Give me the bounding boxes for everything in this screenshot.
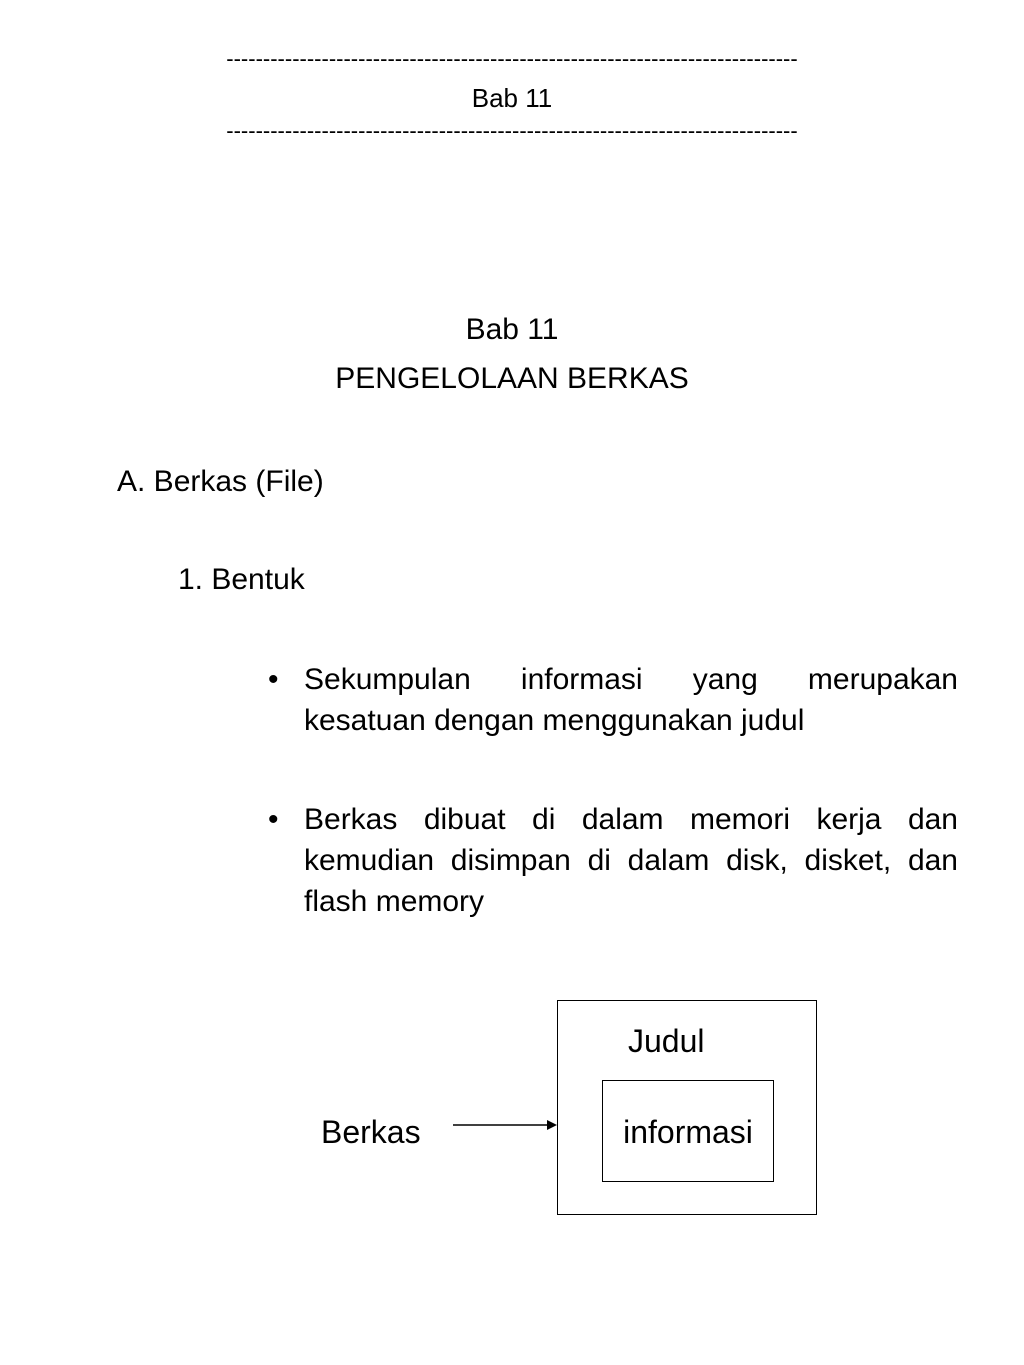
pointer-label: Berkas (321, 1114, 421, 1150)
section-heading: A. Berkas (File) (117, 465, 324, 498)
header-top-dashes: ------------------------------------------------------------------------------ (226, 48, 798, 70)
box-content-label: informasi (623, 1114, 753, 1150)
chapter-number: Bab 11 (465, 313, 559, 346)
arrow-right-icon (453, 1115, 561, 1135)
bullet-text: Sekumpulan informasi yang merupakan kesatuan dengan menggunakan judul (304, 663, 958, 737)
chapter-title: PENGELOLAAN BERKAS (335, 362, 689, 395)
subsection-heading: 1. Bentuk (178, 563, 305, 596)
bullet-dot-icon: • (268, 663, 279, 696)
bullet-item (268, 659, 958, 741)
header-title: Bab 11 (471, 83, 553, 113)
bullet-text: Berkas dibuat di dalam memori kerja dan kemudian disimpan di dalam disk, disket, dan flash memory (304, 803, 958, 918)
bullet-dot-icon: • (268, 803, 279, 836)
bullet-item (268, 799, 958, 922)
header-bottom-dashes: ------------------------------------------------------------------------------ (226, 120, 798, 142)
box-title-label: Judul (628, 1023, 705, 1059)
